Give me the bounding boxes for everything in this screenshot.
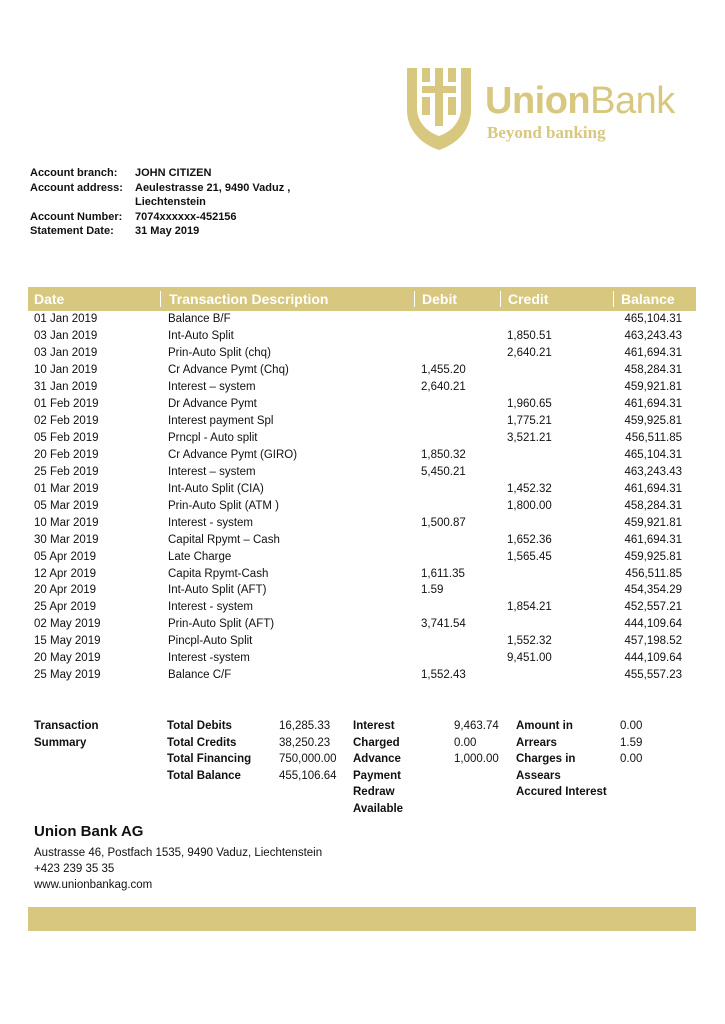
- cell-balance: 452,557.21: [624, 601, 682, 614]
- cell-description: Capital Rpymt – Cash: [168, 533, 280, 546]
- cell-description: Cr Advance Pymt (GIRO): [168, 448, 298, 461]
- arrears-value: 1.59: [620, 736, 643, 749]
- company-phone: +423 239 35 35: [34, 863, 115, 875]
- table-row: [28, 328, 696, 345]
- cell-date: 20 May 2019: [34, 652, 101, 665]
- cell-credit: 1,854.21: [507, 601, 552, 614]
- table-row: [28, 497, 696, 514]
- table-row: [28, 531, 696, 548]
- summary-title-line1: Transaction: [34, 720, 99, 732]
- account-row: [30, 166, 305, 181]
- cell-balance: 463,243.43: [624, 330, 682, 343]
- summary-title: [34, 718, 99, 751]
- cell-balance: 454,354.29: [624, 584, 682, 597]
- table-row: [28, 667, 696, 684]
- account-label: Statement Date:: [30, 225, 114, 237]
- cell-date: 30 Mar 2019: [34, 533, 99, 546]
- cell-credit: 1,565.45: [507, 550, 552, 563]
- cell-description: Int-Auto Split (AFT): [168, 584, 267, 597]
- cell-date: 03 Jan 2019: [34, 330, 98, 343]
- interest-labels: [353, 718, 403, 817]
- cell-description: Pincpl-Auto Split: [168, 635, 253, 648]
- cell-date: 01 Feb 2019: [34, 398, 99, 411]
- cell-date: 12 Apr 2019: [34, 567, 97, 580]
- cell-balance: 461,694.31: [624, 533, 682, 546]
- cell-description: Interest - system: [168, 601, 253, 614]
- cell-balance: 444,109.64: [624, 652, 682, 665]
- table-row: [28, 514, 696, 531]
- cell-balance: 461,694.31: [624, 347, 682, 360]
- cell-debit: 1.59: [421, 584, 444, 597]
- cell-balance: 463,243.43: [624, 465, 682, 478]
- interest-label: Redraw: [353, 786, 395, 798]
- company-address: Austrasse 46, Postfach 1535, 9490 Vaduz, Liechtenstein: [34, 847, 323, 859]
- cell-date: 25 Apr 2019: [34, 601, 97, 614]
- cell-credit: 1,775.21: [507, 415, 552, 428]
- cell-description: Prin-Auto Split (AFT): [168, 618, 275, 631]
- cell-credit: 1,800.00: [507, 499, 552, 512]
- cell-date: 02 May 2019: [34, 618, 101, 631]
- arrears-value: 0.00: [620, 720, 643, 732]
- cell-balance: 465,104.31: [624, 313, 682, 326]
- table-row: [28, 582, 696, 599]
- account-row: [30, 210, 305, 225]
- cell-date: 20 Apr 2019: [34, 584, 97, 597]
- total-value: 455,106.64: [279, 769, 337, 782]
- cell-description: Capita Rpymt-Cash: [168, 567, 269, 580]
- total-value: 750,000.00: [279, 753, 337, 765]
- brand-name-bold: Union: [485, 80, 591, 122]
- cell-description: Interest -system: [168, 652, 250, 665]
- cell-balance: 456,511.85: [625, 567, 682, 580]
- cell-debit: 5,450.21: [421, 465, 466, 478]
- cell-debit: 1,500.87: [421, 516, 466, 529]
- table-row: [28, 379, 696, 396]
- arrears-labels: [516, 718, 607, 801]
- cell-balance: 461,694.31: [624, 398, 682, 411]
- cell-balance: 459,921.81: [624, 516, 682, 529]
- interest-label: Advance: [353, 753, 401, 765]
- cell-date: 03 Jan 2019: [34, 347, 98, 360]
- table-row: [28, 396, 696, 413]
- cell-description: Interest – system: [168, 381, 256, 394]
- interest-value: 9,463.74: [454, 720, 499, 732]
- cell-date: 31 Jan 2019: [34, 381, 98, 394]
- arrears-label: Charges in: [516, 753, 576, 765]
- cell-balance: 465,104.31: [624, 448, 682, 461]
- bottom-bar: [28, 907, 696, 931]
- account-value: 7074xxxxxx-452156: [135, 210, 237, 223]
- account-label: Account branch:: [30, 167, 118, 179]
- cell-credit: 3,521.21: [507, 432, 552, 445]
- cell-balance: 458,284.31: [624, 499, 682, 512]
- table-row: [28, 430, 696, 447]
- total-label: Total Debits: [167, 720, 232, 732]
- table-row: [28, 650, 696, 667]
- cell-date: 20 Feb 2019: [34, 448, 99, 461]
- account-row: [30, 195, 305, 210]
- interest-value: 1,000.00: [454, 753, 499, 765]
- cell-description: Int-Auto Split (CIA): [168, 482, 264, 495]
- table-row: [28, 548, 696, 565]
- cell-description: Balance B/F: [168, 313, 231, 326]
- cell-balance: 455,557.23: [624, 669, 682, 682]
- cell-balance: 459,925.81: [624, 550, 682, 563]
- brand-tagline: Beyond banking: [487, 123, 606, 142]
- cell-description: Prin-Auto Split (chq): [168, 347, 271, 360]
- header-debit: Debit: [414, 291, 500, 307]
- table-row: [28, 345, 696, 362]
- cell-description: Prin-Auto Split (ATM ): [168, 499, 279, 512]
- total-value: 16,285.33: [279, 720, 331, 732]
- cell-debit: 1,850.32: [421, 448, 466, 461]
- table-row: [28, 362, 696, 379]
- cell-debit: 2,640.21: [421, 381, 466, 394]
- account-value: Aeulestrasse 21, 9490 Vaduz ,: [135, 181, 291, 194]
- cell-balance: 456,511.85: [625, 432, 682, 445]
- cell-date: 25 May 2019: [34, 669, 101, 682]
- cell-description: Interest - system: [168, 516, 253, 529]
- table-row: [28, 447, 696, 464]
- header-date: Date: [34, 291, 65, 307]
- interest-value: 0.00: [454, 736, 477, 749]
- cell-date: 25 Feb 2019: [34, 465, 99, 478]
- union-bank-logo: [405, 66, 705, 156]
- cell-date: 01 Jan 2019: [34, 313, 98, 326]
- cell-credit: 1,452.32: [507, 482, 552, 495]
- account-value: 31 May 2019: [135, 225, 200, 237]
- cell-credit: 1,960.65: [507, 398, 552, 411]
- table-row: [28, 616, 696, 633]
- interest-label: Available: [353, 802, 404, 815]
- table-row: [28, 633, 696, 650]
- union-bank-emblem-icon: [405, 66, 473, 150]
- cell-date: 10 Jan 2019: [34, 364, 98, 377]
- cell-credit: 1,552.32: [507, 635, 552, 648]
- arrears-label: Accured Interest: [516, 786, 607, 798]
- cell-balance: 458,284.31: [624, 364, 682, 377]
- cell-description: Interest – system: [168, 465, 256, 478]
- cell-date: 01 Mar 2019: [34, 482, 99, 495]
- cell-credit: 1,850.51: [507, 330, 552, 343]
- cell-description: Dr Advance Pymt: [168, 398, 257, 411]
- cell-description: Late Charge: [168, 550, 232, 563]
- header-credit: Credit: [500, 291, 613, 307]
- total-label: Total Financing: [167, 753, 252, 765]
- total-label: Total Balance: [167, 769, 241, 782]
- totals-values: [279, 718, 337, 784]
- cell-debit: 1,552.43: [421, 669, 466, 682]
- table-row: [28, 413, 696, 430]
- arrears-values: [620, 718, 642, 768]
- table-row: [28, 311, 696, 328]
- cell-debit: 1,611.35: [421, 567, 465, 580]
- table-header: [28, 287, 696, 311]
- cell-date: 02 Feb 2019: [34, 415, 99, 428]
- cell-date: 05 Feb 2019: [34, 432, 99, 445]
- arrears-label: Arrears: [516, 736, 557, 749]
- totals-labels: [167, 718, 251, 784]
- account-label: Account address:: [30, 181, 123, 194]
- cell-description: Balance C/F: [168, 669, 232, 682]
- cell-description: Cr Advance Pymt (Chq): [168, 364, 289, 377]
- company-name: Union Bank AG: [34, 823, 144, 840]
- arrears-label: Amount in: [516, 720, 573, 732]
- interest-label: Interest: [353, 720, 395, 732]
- table-row: [28, 599, 696, 616]
- cell-date: 05 Mar 2019: [34, 499, 99, 512]
- bank-footer: [34, 824, 322, 893]
- interest-label: Payment: [353, 769, 401, 782]
- account-row: [30, 224, 305, 239]
- cell-description: Interest payment Spl: [168, 415, 274, 428]
- account-row: [30, 181, 305, 196]
- account-info: [30, 166, 305, 239]
- cell-balance: 459,921.81: [624, 381, 682, 394]
- cell-credit: 2,640.21: [507, 347, 552, 360]
- total-label: Total Credits: [167, 736, 237, 749]
- cell-debit: 3,741.54: [421, 618, 466, 631]
- cell-credit: 9,451.00: [507, 652, 552, 665]
- cell-balance: 457,198.52: [624, 635, 682, 648]
- summary-title-line2: Summary: [34, 736, 87, 749]
- cell-credit: 1,652.36: [507, 533, 552, 546]
- cell-date: 15 May 2019: [34, 635, 101, 648]
- account-label: Account Number:: [30, 210, 123, 223]
- cell-debit: 1,455.20: [421, 364, 466, 377]
- cell-date: 10 Mar 2019: [34, 516, 99, 529]
- arrears-label: Assears: [516, 769, 561, 782]
- header-description: Transaction Description: [160, 291, 414, 307]
- company-website: www.unionbankag.com: [34, 879, 153, 891]
- cell-description: Prncpl - Auto split: [168, 432, 258, 445]
- account-value: Liechtenstein: [135, 196, 206, 208]
- cell-date: 05 Apr 2019: [34, 550, 97, 563]
- account-value: JOHN CITIZEN: [135, 167, 212, 179]
- transactions-table: [28, 287, 696, 684]
- total-value: 38,250.23: [279, 736, 331, 749]
- cell-balance: 444,109.64: [624, 618, 682, 631]
- table-row: [28, 480, 696, 497]
- header-balance: Balance: [613, 291, 696, 307]
- cell-description: Int-Auto Split: [168, 330, 234, 343]
- brand-name-regular: Bank: [590, 80, 675, 122]
- account-label: [30, 195, 135, 210]
- table-row: [28, 565, 696, 582]
- cell-balance: 459,925.81: [624, 415, 682, 428]
- brand-name: [485, 80, 675, 123]
- arrears-value: 0.00: [620, 753, 643, 765]
- cell-balance: 461,694.31: [624, 482, 682, 495]
- interest-label: Charged: [353, 736, 400, 749]
- table-row: [28, 463, 696, 480]
- interest-values: [454, 718, 499, 768]
- table-body: [28, 311, 696, 684]
